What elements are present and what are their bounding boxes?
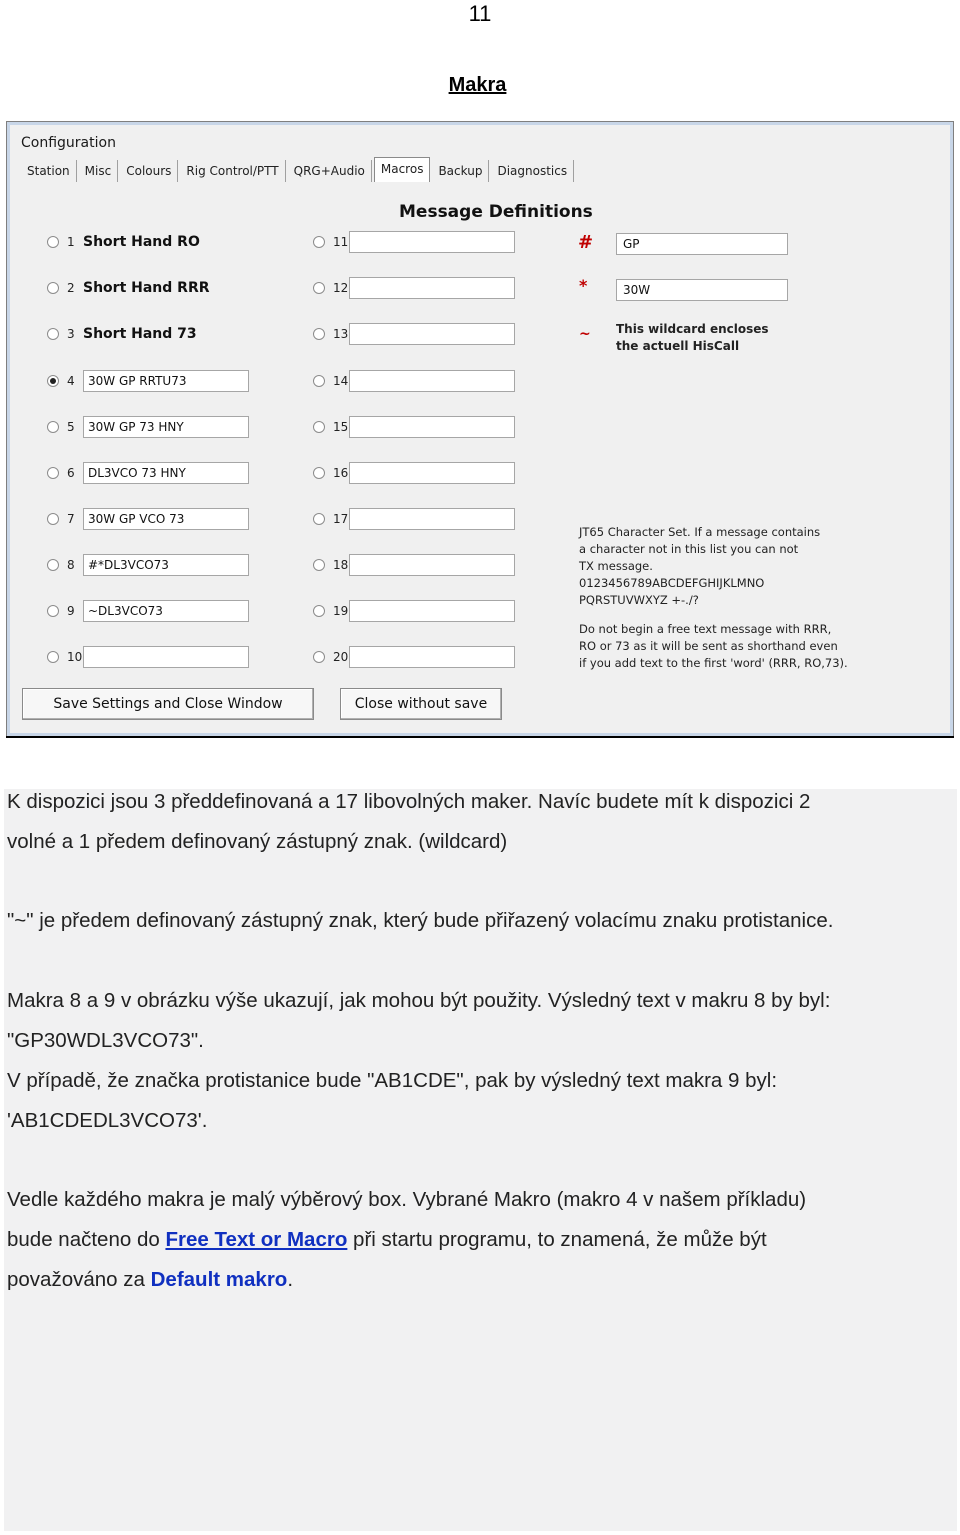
tab-qrg-audio[interactable]: QRG+Audio (288, 160, 372, 182)
macro-fixed-label: Short Hand 73 (83, 326, 197, 342)
macro-field-11[interactable] (349, 231, 515, 253)
macro-number: 8 (67, 558, 75, 572)
macro-radio-15[interactable] (313, 421, 325, 433)
paragraph-3-line-4: 'AB1CDEDL3VCO73'. (7, 1109, 208, 1132)
macro-radio-16[interactable] (313, 467, 325, 479)
macro-field-16[interactable] (349, 462, 515, 484)
macro-number: 18 (333, 558, 349, 572)
macro-radio-6[interactable] (47, 467, 59, 479)
paragraph-3 (7, 981, 947, 1141)
tab-macros[interactable]: Macros (374, 157, 431, 182)
macro-row-13 (313, 321, 515, 347)
paragraph-1 (7, 782, 947, 862)
macro-row-7 (47, 506, 249, 532)
rrr-info-line: if you add text to the first 'word' (RRR, RO,73). (579, 656, 848, 670)
macro-number: 2 (67, 281, 75, 295)
macro-row-18 (313, 552, 515, 578)
charset-info (579, 524, 820, 609)
macro-number: 3 (67, 327, 75, 341)
tab-bar (21, 160, 576, 184)
macro-field-14[interactable] (349, 370, 515, 392)
macro-field-8[interactable]: #*DL3VCO73 (83, 554, 249, 576)
macro-radio-17[interactable] (313, 513, 325, 525)
macro-number: 11 (333, 235, 349, 249)
macro-row-14 (313, 368, 515, 394)
wildcard-tilde-note-line-1: This wildcard encloses (616, 322, 769, 336)
macro-row-8 (47, 552, 249, 578)
page-number: 11 (468, 1, 492, 26)
macro-field-12[interactable] (349, 277, 515, 299)
macro-number: 13 (333, 327, 349, 341)
macro-row-1 (47, 229, 200, 255)
macro-field-10[interactable] (83, 646, 249, 668)
macro-field-9[interactable]: ~DL3VCO73 (83, 600, 249, 622)
macro-radio-12[interactable] (313, 282, 325, 294)
macro-fixed-label: Short Hand RRR (83, 280, 210, 296)
tab-station[interactable]: Station (21, 160, 77, 182)
macro-field-6[interactable]: DL3VCO 73 HNY (83, 462, 249, 484)
macro-number: 4 (67, 374, 75, 388)
macro-field-15[interactable] (349, 416, 515, 438)
macro-row-19 (313, 598, 515, 624)
macro-field-18[interactable] (349, 554, 515, 576)
wildcard-tilde-note-line-2: the actuell HisCall (616, 339, 740, 353)
macro-radio-2[interactable] (47, 282, 59, 294)
macro-number: 15 (333, 420, 349, 434)
paragraph-4-text: . (287, 1268, 294, 1291)
macro-row-15 (313, 414, 515, 440)
paragraph-4-line-2 (7, 1220, 947, 1260)
free-text-or-macro-link[interactable]: Free Text or Macro (165, 1228, 348, 1251)
macro-radio-14[interactable] (313, 375, 325, 387)
macro-number: 9 (67, 604, 75, 618)
wildcard-star-symbol: * (579, 276, 588, 295)
tab-misc[interactable]: Misc (79, 160, 119, 182)
paragraph-3-line-3: V případě, že značka protistanice bude "AB1CDE", pak by výsledný text makra 9 byl: (7, 1069, 778, 1092)
paragraph-1-line-1: K dispozici jsou 3 předdefinovaná a 17 libovolných maker. Navíc budete mít k dispozici 2 (7, 790, 811, 813)
macro-radio-13[interactable] (313, 328, 325, 340)
macro-row-17 (313, 506, 515, 532)
macro-row-5 (47, 414, 249, 440)
macro-row-16 (313, 460, 515, 486)
macro-row-6 (47, 460, 249, 486)
rrr-info (579, 621, 848, 672)
message-definitions-heading: Message Definitions (399, 202, 593, 222)
macro-radio-18[interactable] (313, 559, 325, 571)
divider (6, 736, 954, 738)
wildcard-hash-symbol: # (578, 232, 594, 253)
macro-radio-10[interactable] (47, 651, 59, 663)
macro-row-10 (47, 644, 249, 670)
macro-radio-4[interactable] (47, 375, 59, 387)
macro-number: 20 (333, 650, 349, 664)
paragraph-4-line-3 (7, 1260, 947, 1300)
macro-row-11 (313, 229, 515, 255)
charset-info-line: JT65 Character Set. If a message contains (579, 525, 821, 539)
rrr-info-line: Do not begin a free text message with RRR, (579, 622, 832, 636)
paragraph-3-line-1: Makra 8 a 9 v obrázku výše ukazují, jak mohou být použity. Výsledný text v makru 8 by byl: (7, 989, 831, 1012)
macro-number: 16 (333, 466, 349, 480)
macro-radio-5[interactable] (47, 421, 59, 433)
paragraph-3-line-2: "GP30WDL3VCO73". (7, 1029, 204, 1052)
document-title: Makra (448, 74, 507, 96)
macro-field-20[interactable] (349, 646, 515, 668)
macro-field-17[interactable] (349, 508, 515, 530)
macro-number: 12 (333, 281, 349, 295)
macro-radio-3[interactable] (47, 328, 59, 340)
rrr-info-line: RO or 73 as it will be sent as shorthand even (579, 639, 838, 653)
macro-fixed-label: Short Hand RO (83, 234, 200, 250)
paragraph-4 (7, 1180, 947, 1300)
macro-row-12 (313, 275, 515, 301)
paragraph-1-line-2: volné a 1 předem definovaný zástupný znak. (wildcard) (7, 830, 508, 853)
macro-radio-7[interactable] (47, 513, 59, 525)
macro-number: 1 (67, 235, 75, 249)
macro-radio-8[interactable] (47, 559, 59, 571)
tab-backup[interactable]: Backup (432, 160, 489, 182)
charset-info-line: PQRSTUVWXYZ +-./? (579, 593, 699, 607)
default-makro-term: Default makro (150, 1268, 288, 1291)
paragraph-4-text: při startu programu, to znamená, že může být (347, 1228, 767, 1251)
macro-radio-1[interactable] (47, 236, 59, 248)
macro-row-2 (47, 275, 210, 301)
macro-field-5[interactable]: 30W GP 73 HNY (83, 416, 249, 438)
macro-radio-9[interactable] (47, 605, 59, 617)
macro-number: 14 (333, 374, 349, 388)
tab-colours[interactable]: Colours (120, 160, 178, 182)
wildcard-hash-field[interactable]: GP (616, 233, 788, 255)
macro-number: 6 (67, 466, 75, 480)
macro-number: 7 (67, 512, 75, 526)
macro-field-19[interactable] (349, 600, 515, 622)
macro-number: 19 (333, 604, 349, 618)
paragraph-4-line-1: Vedle každého makra je malý výběrový box. Vybrané Makro (makro 4 v našem příkladu) (7, 1188, 807, 1211)
paragraph-4-text: bude načteno do (7, 1228, 166, 1251)
macro-field-4[interactable]: 30W GP RRTU73 (83, 370, 249, 392)
configuration-window-screenshot (6, 121, 954, 737)
macro-row-4 (47, 368, 249, 394)
charset-info-line: 0123456789ABCDEFGHIJKLMNO (579, 576, 765, 590)
close-without-save-button[interactable]: Close without save (340, 688, 502, 720)
macro-field-7[interactable]: 30W GP VCO 73 (83, 508, 249, 530)
macro-number: 17 (333, 512, 349, 526)
macro-radio-19[interactable] (313, 605, 325, 617)
charset-info-line: a character not in this list you can not (579, 542, 799, 556)
macro-number: 10 (67, 650, 83, 664)
window-title: Configuration (21, 135, 116, 151)
charset-info-line: TX message. (579, 559, 653, 573)
macro-row-9 (47, 598, 249, 624)
macro-number: 5 (67, 420, 75, 434)
wildcard-star-field[interactable]: 30W (616, 279, 788, 301)
macro-row-20 (313, 644, 515, 670)
wildcard-tilde-note (616, 321, 769, 355)
tab-diagnostics[interactable]: Diagnostics (491, 160, 574, 182)
paragraph-2: "~" je předem definovaný zástupný znak, který bude přiřazený volacímu znaku protistanice. (7, 909, 834, 932)
macro-radio-11[interactable] (313, 236, 325, 248)
wildcard-tilde-symbol: ~ (579, 326, 591, 342)
paragraph-4-text: považováno za (7, 1268, 151, 1291)
macro-field-13[interactable] (349, 323, 515, 345)
save-settings-button[interactable]: Save Settings and Close Window (22, 688, 314, 720)
macro-row-3 (47, 321, 197, 347)
macro-radio-20[interactable] (313, 651, 325, 663)
tab-rig-control[interactable]: Rig Control/PTT (180, 160, 285, 182)
